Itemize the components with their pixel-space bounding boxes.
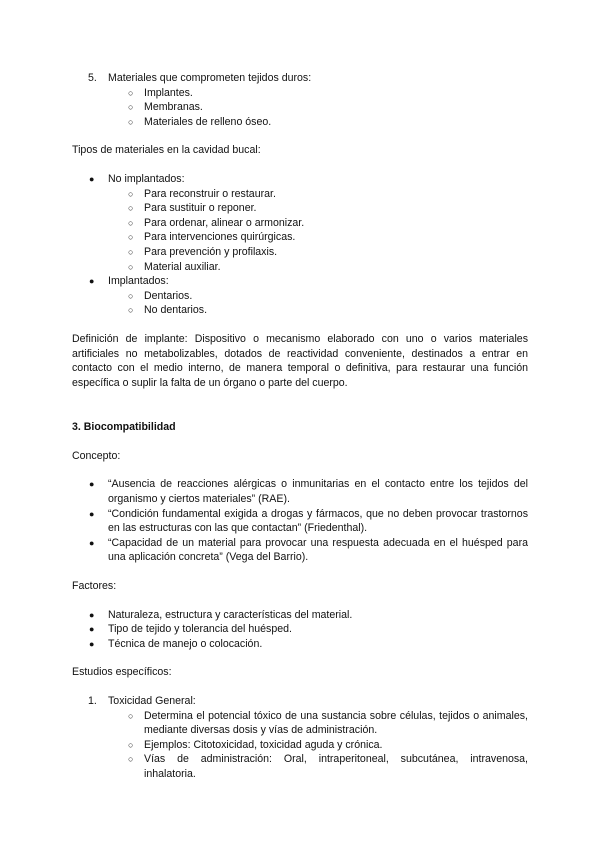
circle-bullet-icon: ○ [128, 102, 134, 113]
bullet-icon: ● [89, 173, 95, 184]
sub-list-item: ○ Vías de administración: Oral, intraperitoneal, subcutánea, intravenosa, inhalatoria. [128, 753, 528, 780]
bullet-icon: ● [89, 508, 95, 519]
sub-list-item: ○ Membranas. [128, 101, 203, 114]
circle-bullet-icon: ○ [128, 754, 134, 765]
list-item: ● “Capacidad de un material para provocar una respuesta adecuada en el huésped para una aplicación concreta” (Vega del Barrio). [89, 536, 528, 564]
sub-list-item: ○ Para reconstruir o restaurar. [128, 187, 276, 200]
bullet-icon: ● [89, 276, 95, 287]
estudios-label: Estudios específicos: [72, 666, 172, 679]
circle-bullet-icon: ○ [128, 203, 134, 214]
list-number: 5. [88, 72, 97, 84]
circle-bullet-icon: ○ [128, 188, 134, 199]
sub-list-item: ○ Para ordenar, alinear o armonizar. [128, 216, 305, 229]
list-item-title: Toxicidad General: [108, 695, 196, 707]
list-item: ● “Ausencia de reacciones alérgicas o inmunitarias en el contacto entre los tejidos del organismo y ciertos materiales” (RAE). [89, 478, 528, 506]
list-number: 1. [88, 695, 97, 707]
circle-bullet-icon: ○ [128, 710, 134, 721]
circle-bullet-icon: ○ [128, 261, 134, 272]
list-item: ● Implantados: [89, 275, 169, 288]
bullet-icon: ● [89, 609, 95, 620]
bullet-icon: ● [89, 537, 95, 548]
sub-list-item: ○ Implantes. [128, 86, 193, 99]
sub-list-item: ○ Material auxiliar. [128, 260, 221, 273]
factores-label: Factores: [72, 580, 117, 593]
circle-bullet-icon: ○ [128, 290, 134, 301]
list-item: ● Naturaleza, estructura y características del material. [89, 608, 353, 621]
circle-bullet-icon: ○ [128, 116, 134, 127]
bullet-icon: ● [89, 479, 95, 490]
concepto-label: Concepto: [72, 449, 121, 462]
list-item: ● No implantados: [89, 172, 185, 185]
list-item: ● Tipo de tejido y tolerancia del huésped. [89, 623, 292, 636]
sub-list-item: ○ Dentarios. [128, 289, 193, 302]
sub-list-item: ○ Para intervenciones quirúrgicas. [128, 231, 296, 244]
bullet-icon: ● [89, 624, 95, 635]
section-title: 3. Biocompatibilidad [72, 421, 176, 434]
sub-list-item: ○ No dentarios. [128, 304, 208, 317]
circle-bullet-icon: ○ [128, 87, 134, 98]
circle-bullet-icon: ○ [128, 232, 134, 243]
sub-list-item: ○ Materiales de relleno óseo. [128, 115, 272, 128]
sub-list-item: ○ Determina el potencial tóxico de una sustancia sobre células, tejidos o animales, mediante diversas dosis y vías de administración. [128, 709, 528, 737]
numbered-item-1 [72, 694, 528, 709]
circle-bullet-icon: ○ [128, 217, 134, 228]
bullet-icon: ● [89, 638, 95, 649]
document-page [72, 71, 528, 782]
sub-list-item: ○ Para sustituir o reponer. [128, 202, 257, 215]
sub-list-item: ○ Ejemplos: Citotoxicidad, toxicidad aguda y crónica. [128, 738, 383, 751]
implant-definition: Definición de implante: Dispositivo o mecanismo elaborado con uno o varios materiales artificiales no metabolizables, dotados de reactividad conveniente, destinados a entrar en contacto con el medio interno, de manera temporal o definitiva, para restaurar una función específica o suplir la falta de un órgano o parte del cuerpo. [72, 332, 528, 389]
circle-bullet-icon: ○ [128, 739, 134, 750]
numbered-item-5 [72, 71, 528, 86]
circle-bullet-icon: ○ [128, 246, 134, 257]
circle-bullet-icon: ○ [128, 305, 134, 316]
sub-list-item: ○ Para prevención y profilaxis. [128, 245, 278, 258]
list-item: ● “Condición fundamental exigida a drogas y fármacos, que no deben provocar trastornos en las estructuras con las que contactan” (Friedenthal). [89, 507, 528, 535]
list-item: ● Técnica de manejo o colocación. [89, 637, 263, 650]
tipos-heading: Tipos de materiales en la cavidad bucal: [72, 144, 261, 157]
list-item-title: Materiales que comprometen tejidos duros: [108, 72, 312, 84]
